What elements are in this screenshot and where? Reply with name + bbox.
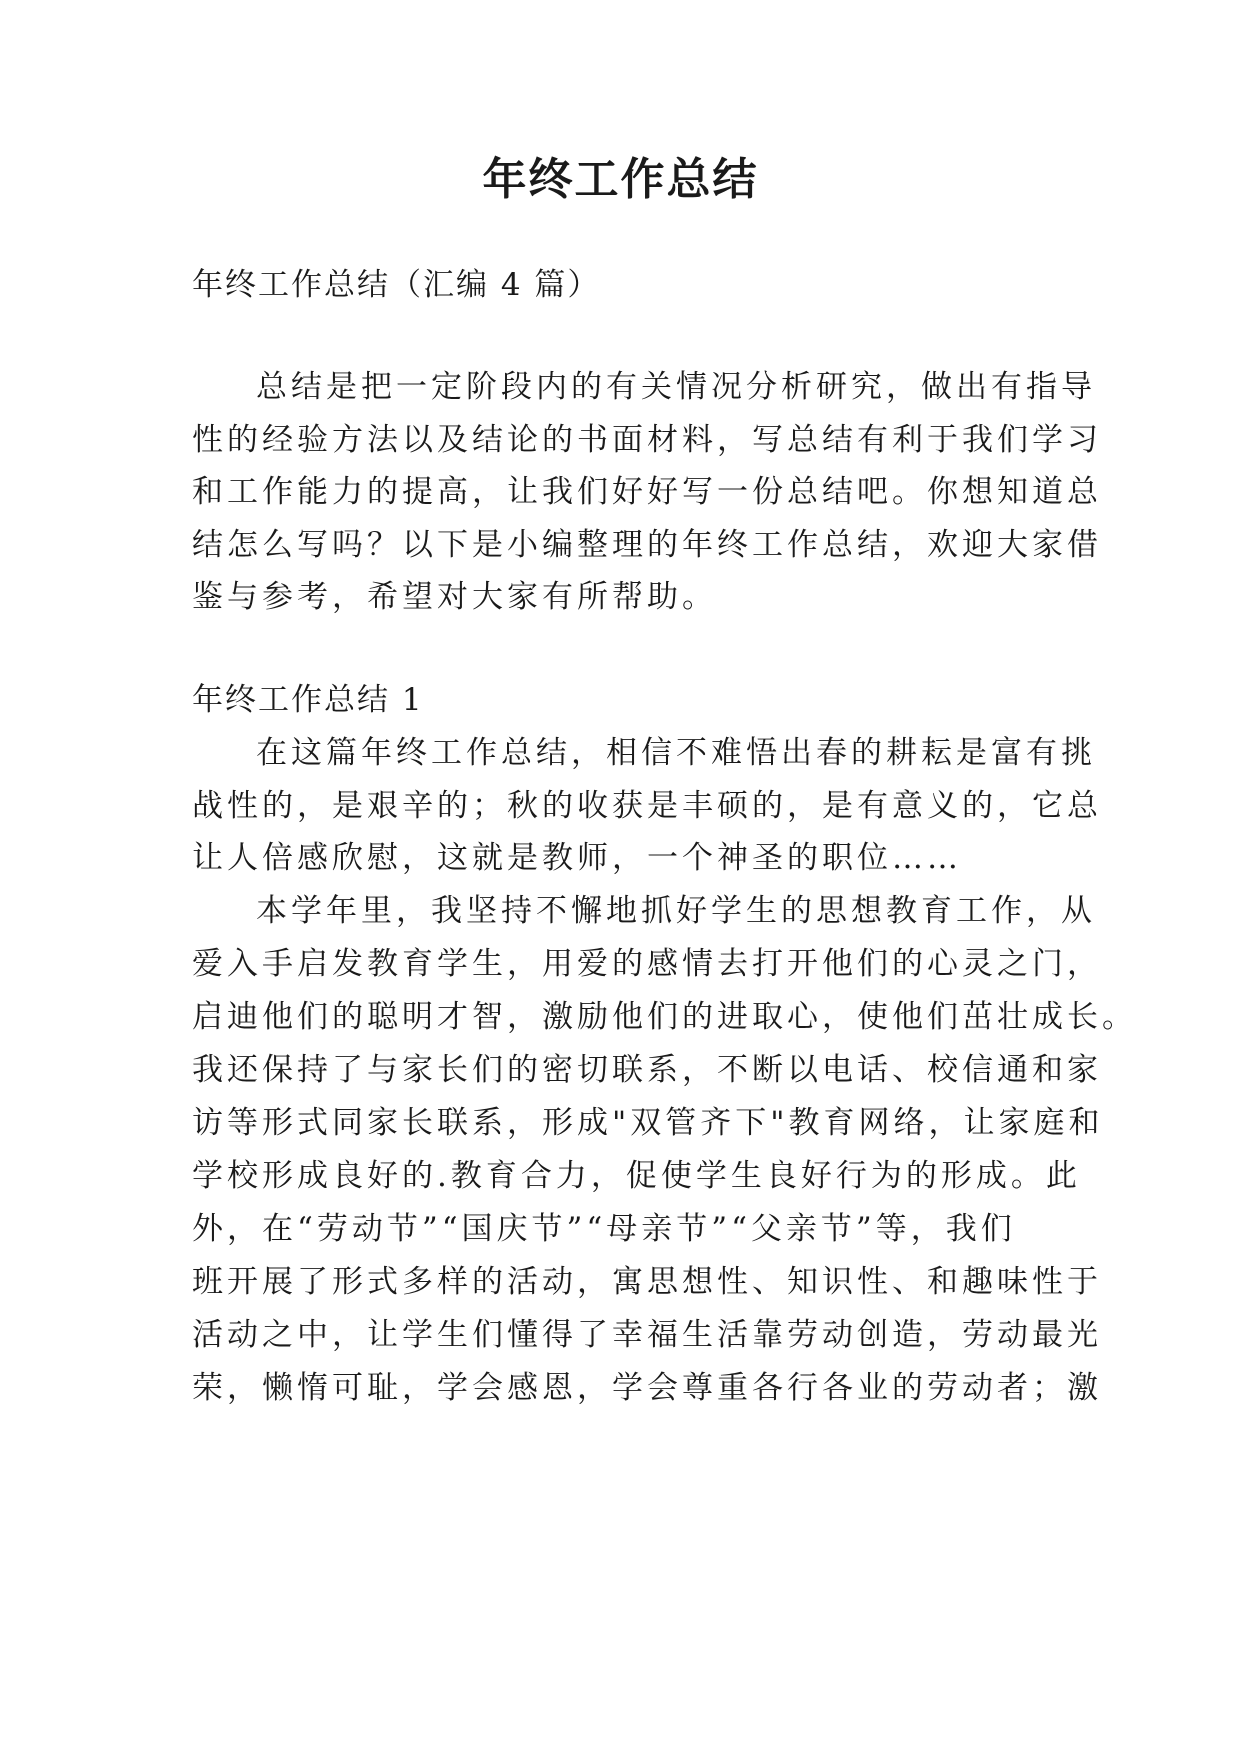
paragraph-line: 荣，懒惰可耻，学会感恩，学会尊重各行各业的劳动者；激 bbox=[192, 1370, 1102, 1406]
intro-line: 总结是把一定阶段内的有关情况分析研究，做出有指导 bbox=[256, 369, 1096, 405]
intro-line: 和工作能力的提高，让我们好好写一份总结吧。你想知道总 bbox=[192, 474, 1102, 510]
paragraph-line: 爱入手启发教育学生，用爱的感情去打开他们的心灵之门， bbox=[192, 946, 1102, 982]
paragraph-line: 本学年里，我坚持不懈地抓好学生的思想教育工作，从 bbox=[256, 893, 1096, 929]
section-heading: 年终工作总结 1 bbox=[192, 682, 424, 718]
intro-line: 性的经验方法以及结论的书面材料，写总结有利于我们学习 bbox=[192, 422, 1102, 458]
paragraph-line: 活动之中，让学生们懂得了幸福生活靠劳动创造，劳动最光 bbox=[192, 1317, 1102, 1353]
paragraph-line: 访等形式同家长联系，形成"双管齐下"教育网络，让家庭和 bbox=[192, 1105, 1104, 1141]
paragraph-line: 外，在“劳动节”“国庆节”“母亲节”“父亲节”等，我们 bbox=[192, 1211, 1016, 1247]
document-subtitle: 年终工作总结（汇编 4 篇） bbox=[192, 267, 601, 303]
paragraph-line: 启迪他们的聪明才智，激励他们的进取心，使他们茁壮成长。 bbox=[192, 999, 1137, 1035]
paragraph-line: 让人倍感欣慰，这就是教师，一个神圣的职位…… bbox=[192, 840, 962, 876]
paragraph-line: 学校形成良好的.教育合力，促使学生良好行为的形成。此 bbox=[192, 1158, 1081, 1194]
paragraph-line: 我还保持了与家长们的密切联系，不断以电话、校信通和家 bbox=[192, 1052, 1102, 1088]
intro-line: 鉴与参考，希望对大家有所帮助。 bbox=[192, 579, 717, 615]
intro-line: 结怎么写吗？以下是小编整理的年终工作总结，欢迎大家借 bbox=[192, 527, 1102, 563]
paragraph-line: 班开展了形式多样的活动，寓思想性、知识性、和趣味性于 bbox=[192, 1264, 1102, 1300]
document-title: 年终工作总结 bbox=[482, 154, 759, 205]
paragraph-line: 在这篇年终工作总结，相信不难悟出春的耕耘是富有挑 bbox=[256, 735, 1096, 771]
paragraph-line: 战性的，是艰辛的；秋的收获是丰硕的，是有意义的，它总 bbox=[192, 788, 1102, 824]
